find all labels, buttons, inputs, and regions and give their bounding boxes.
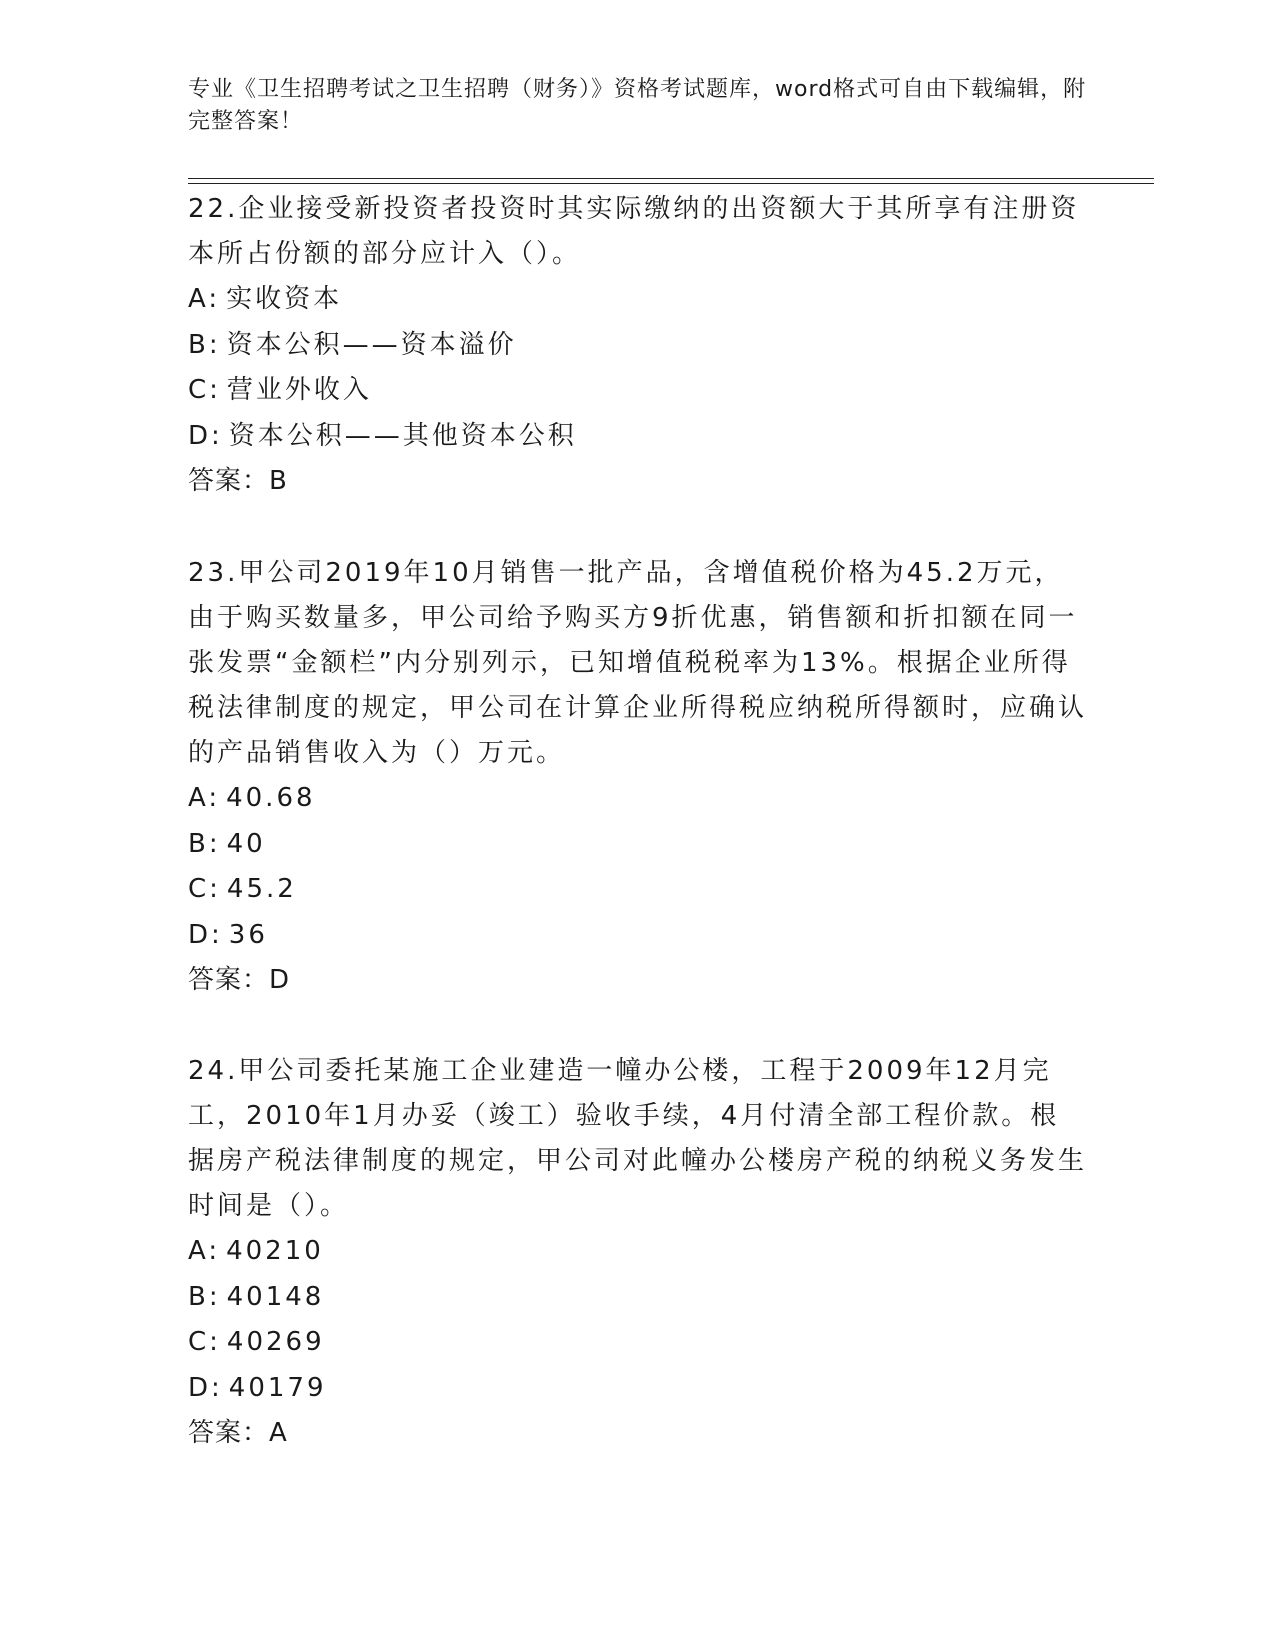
option-c [188, 867, 1088, 913]
option-letter: B: [188, 828, 221, 859]
option-text: 40148 [226, 1281, 325, 1312]
option-letter: D: [188, 1372, 223, 1403]
option-text: 资本公积——资本溢价 [226, 329, 517, 360]
option-letter: A: [188, 1236, 221, 1266]
option-letter: B: [188, 1281, 221, 1312]
question-23 [188, 551, 1088, 1003]
option-a [188, 776, 1088, 822]
option-b [188, 323, 1088, 369]
option-text: 40269 [226, 1327, 325, 1357]
option-b [188, 822, 1088, 868]
question-number: 24. [188, 1056, 239, 1086]
question-number: 23. [188, 558, 239, 588]
question-22 [188, 187, 1088, 504]
option-text: 36 [228, 919, 268, 950]
question-stem [188, 551, 1088, 776]
option-letter: C: [188, 874, 221, 904]
header-divider-bottom [188, 183, 1154, 184]
question-text: 企业接受新投资者投资时其实际缴纳的出资额大于其所享有注册资本所占份额的部分应计入（）。 [188, 194, 1080, 269]
question-24 [188, 1049, 1088, 1456]
question-text: 甲公司委托某施工企业建造一幢办公楼，工程于2009年12月完工，2010年1月办妥（竣工）验收手续，4月付清全部工程价款。根据房产税法律制度的规定，甲公司对此幢办公楼房产税的纳税义务发生时间是（）。 [188, 1056, 1088, 1221]
option-text: 40 [226, 828, 266, 859]
answer-line: 答案：B [188, 466, 288, 496]
question-number: 22. [188, 194, 239, 224]
option-text: 40210 [226, 1236, 324, 1266]
option-d [188, 1366, 1088, 1412]
document-header [188, 74, 1088, 138]
option-letter: D: [188, 919, 223, 950]
question-text: 甲公司2019年10月销售一批产品，含增值税价格为45.2万元，由于购买数量多，甲公司给予购买方9折优惠，销售额和折扣额在同一张发票“金额栏”内分别列示，已知增值税税率为13%。根据企业所得税法律制度的规定，甲公司在计算企业所得税应纳税所得额时，应确认的产品销售收入为（）万元。 [188, 558, 1088, 768]
option-letter: B: [188, 329, 221, 360]
option-text: 实收资本 [226, 284, 343, 314]
option-d [188, 414, 1088, 460]
header-text: 专业《卫生招聘考试之卫生招聘（财务）》资格考试题库，word格式可自由下载编辑，附完整答案！ [188, 77, 1087, 134]
option-letter: A: [188, 783, 221, 813]
question-stem [188, 187, 1088, 277]
option-text: 营业外收入 [226, 375, 372, 405]
option-b [188, 1275, 1088, 1321]
option-letter: C: [188, 1327, 221, 1357]
option-text: 40.68 [226, 783, 316, 813]
option-d [188, 913, 1088, 959]
option-a [188, 1229, 1088, 1275]
option-a [188, 277, 1088, 323]
option-text: 资本公积——其他资本公积 [228, 420, 577, 451]
option-letter: D: [188, 420, 223, 451]
option-letter: A: [188, 284, 221, 314]
option-letter: C: [188, 375, 221, 405]
option-c [188, 1320, 1088, 1366]
option-text: 45.2 [226, 874, 297, 904]
answer-line: 答案：D [188, 965, 291, 995]
answer-line: 答案：A [188, 1418, 288, 1448]
header-divider-top [188, 178, 1154, 179]
option-c [188, 368, 1088, 414]
option-text: 40179 [228, 1372, 327, 1403]
question-stem [188, 1049, 1088, 1229]
